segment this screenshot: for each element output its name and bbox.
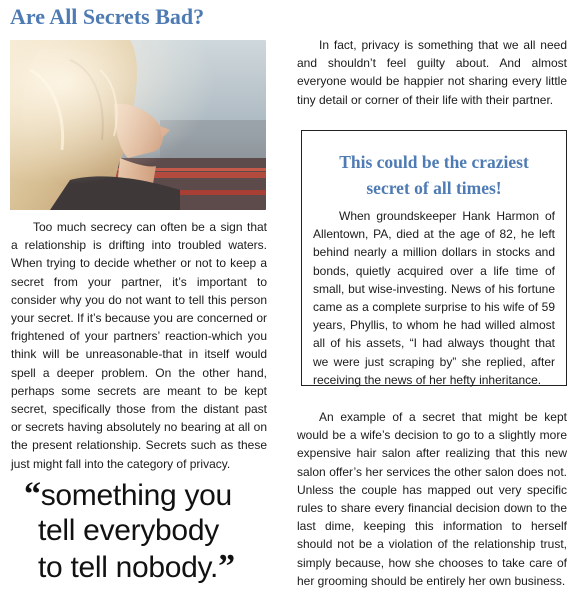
sidebar-box-title-line-2: secret of all times! — [366, 178, 502, 198]
quote-image — [12, 472, 268, 585]
page-title: Are All Secrets Bad? — [10, 4, 205, 29]
open-quote-mark: “ — [24, 476, 41, 513]
quote-line-2: tell everybody — [38, 514, 219, 547]
quote-line-1-text: something you — [40, 479, 232, 512]
left-column-text — [11, 218, 267, 473]
left-paragraph: Too much secrecy can often be a sign that a relationship is drifting into troubled waters. When trying to decide whether or not to keep a secret from your partner, it’s important to consider why you do not want to tell this person your secret. If it’s because you are concerned or frightened of your partners’ reaction-which you think will be unreasonable-that in itself would spell a deeper problem. On the other hand, perhaps some secrets are meant to be kept secret, specifically those from the distant past or secrets having absolutely no bearing at all on the present relationship. Secrets such as these just might fall into the category of privacy. — [11, 220, 267, 471]
woman-photo-icon — [10, 40, 266, 210]
right-top-paragraph: In fact, privacy is something that we all need and shouldn’t feel guilty about. And almost everyone would be happier not sharing every little tiny detail or corner of their life with their partner. — [297, 38, 567, 107]
sidebar-box-body — [313, 207, 555, 389]
sidebar-box-title — [302, 149, 566, 201]
close-quote-mark: ” — [218, 548, 235, 585]
quote-line-3 — [38, 548, 235, 586]
sidebar-box — [301, 130, 567, 386]
right-bottom-column-text — [297, 408, 567, 590]
right-top-column-text — [297, 36, 567, 109]
sidebar-box-title-line-1: This could be the craziest — [339, 152, 529, 172]
sidebar-box-paragraph: When groundskeeper Hank Harmon of Allentown, PA, died at the age of 82, he left behind nearly a million dollars in stocks and bonds, quietly acquired over a life time of small, but wise-investing. News of his fortune came as a complete surprise to his wife of 59 years, Phyllis, to whom he had willed almost all of his assets, “I had always thought that we were just scraping by” she replied, after receiving the news of her hefty inheritance. — [313, 209, 555, 387]
quote-line-1 — [24, 476, 232, 514]
right-bottom-paragraph: An example of a secret that might be kept would be a wife’s decision to go to a slightly more expensive hair salon after realizing that this new salon offer’s her services the other salon does not. Unless the couple has mapped out very specific rules to share every financial decision down to the last dime, keeping this information to herself should not be a violation of the relationship trust, simply because, how she chooses to take care of her grooming should be entirely her own business. — [297, 410, 567, 588]
quote-line-3-text: to tell nobody. — [38, 551, 219, 584]
